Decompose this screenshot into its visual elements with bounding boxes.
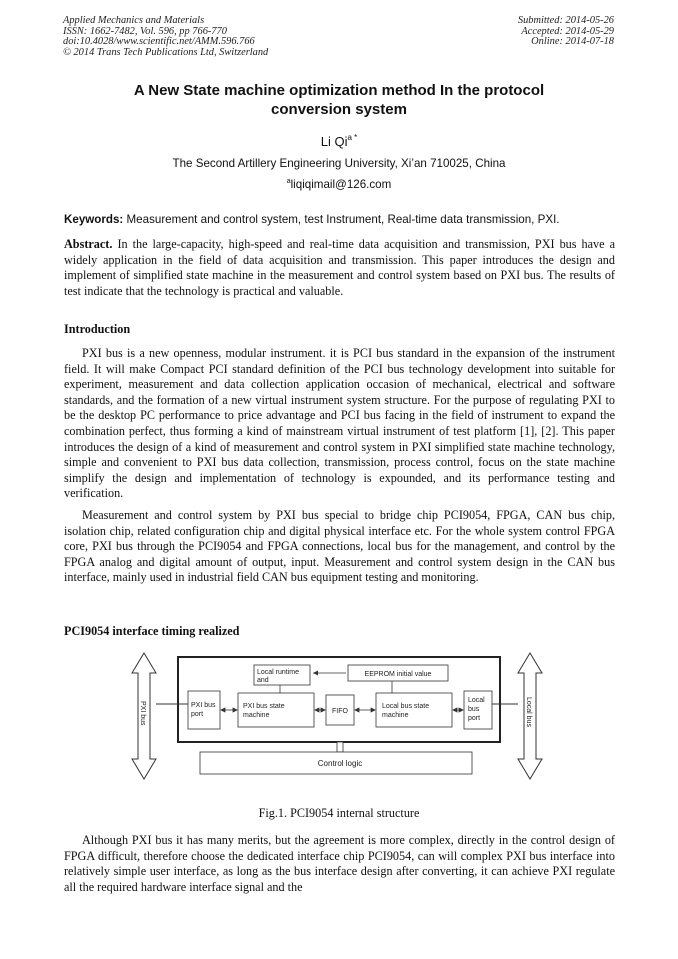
- svg-text:Local: Local: [468, 697, 485, 704]
- pxi-bus-port-box: [188, 691, 220, 729]
- svg-text:FIFO: FIFO: [332, 708, 348, 715]
- svg-text:Local bus state: Local bus state: [382, 703, 430, 710]
- pxi-bus-arrow: [132, 653, 156, 779]
- section-heading-pci9054: PCI9054 interface timing realized: [64, 624, 240, 638]
- svg-text:PXI bus state: PXI bus state: [243, 703, 285, 710]
- svg-text:EEPROM initial value: EEPROM initial value: [364, 671, 432, 678]
- svg-text:machine: machine: [243, 712, 270, 719]
- local-bus-arrow: [518, 653, 542, 779]
- author-name: Li $Qi^{a *}$: [320, 133, 358, 149]
- pxi-state-machine-box: [238, 693, 314, 727]
- submitted-date: Submitted: 2014-05-26: [517, 15, 614, 26]
- online-date: Online: 2014-07-18: [531, 36, 614, 48]
- svg-text:bus: bus: [468, 706, 480, 713]
- accepted-date: Accepted: 2014-05-29: [521, 25, 614, 37]
- keywords: Keywords: Measurement and control system, test Instrument, Real-time data transmission, PXI.: [64, 213, 560, 226]
- journal-header-left: [63, 16, 268, 58]
- affiliation: The Second Artillery Engineering University, Xi’an 710025, China: [172, 157, 506, 170]
- intro-paragraph-2: Measurement and control system by PXI bus special to bridge chip PCI9054, FPGA, CAN bus chip, isolation chip, related configuration chip and digital physical interface etc. For the whole system control FPGA core, PXI bus through the PCI9054 and FPGA connections, local bus for the management, and control by the FPGA analog and digital amount of output, input. Measurement and control system design in the CAN bus interface, mainly used in industrial field CAN bus equipment testing and monitoring.: [64, 508, 615, 585]
- svg-text:and: and: [257, 677, 269, 684]
- local-state-machine-box: [376, 693, 452, 727]
- journal-name: Applied Mechanics and Materials: [63, 15, 205, 26]
- svg-text:port: port: [468, 715, 481, 722]
- figure-caption: Fig.1. PCI9054 internal structure: [258, 806, 420, 820]
- section-heading-introduction: Introduction: [64, 322, 131, 336]
- svg-text:Control logic: Control logic: [317, 759, 363, 768]
- abstract: Abstract. In the large-capacity, high-speed and real-time data acquisition and transmission, PXI bus have a widely application in the field of data acquisition and transmission. This paper introduces the design and implement of simplified state machine in the measurement and control system based on PXI bus. The results of test indicate that the technology is practical and valuable.: [64, 237, 615, 298]
- pci9054-paragraph-1: Although PXI bus it has many merits, but the agreement is more complex, directly in the control design of FPGA difficult, therefore choose the dedicated interface chip PCI9054, can will complex PXI bus interface into relatively simple user interface, as long as the bus interface design after converting, it can achieve PXI regulate all the required hardware interface signal and the: [64, 833, 615, 894]
- svg-text:Local runtime: Local runtime: [257, 669, 300, 676]
- pci9054-structure-diagram: [130, 651, 550, 785]
- intro-paragraph-1: PXI bus is a new openness, modular instrument. it is PCI bus standard in the expansion of the instrument field. It will make Compact PCI standard definition of the PCI bus technology development into suitable for experiment, measurement and data collection application occasion of mechanical, electrical and software standards, and the formation of a new virtual instrument system structure. For the purpose of regulating PXI to be the desktop PC performance to price advantage and PCI bus facing in the field of instrument to expand the combination perfect, thus forming a kind of mainstream virtual instrument of test platform [1], [2]. This paper introduces the design of a kind of measurement and control system in PXI simplified state machine technology, simple and convenient to PXI bus data collection, transmission, process control, focus on the state machine simplify the design and implementation of technology is expounded, and its performance testing and verification.: [64, 346, 615, 501]
- paper-title: A New State machine optimization method In the protocol conversion system: [133, 82, 545, 118]
- journal-header-right: [518, 16, 614, 48]
- doi-line: doi:10.4028/www.scientific.net/AMM.596.766: [63, 36, 255, 48]
- pxi-bus-label: PXI bus: [139, 701, 146, 726]
- svg-text:port: port: [191, 711, 204, 718]
- svg-text:machine: machine: [382, 712, 409, 719]
- issn-line: ISSN: 1662-7482, Vol. 596, pp 766-770: [63, 25, 227, 37]
- copyright-line: © 2014 Trans Tech Publications Ltd, Switzerland: [63, 46, 269, 58]
- local-bus-label: Local bus: [525, 697, 532, 727]
- svg-text:PXI bus: PXI bus: [191, 702, 216, 709]
- author-email: $^a$liqiqimail@126.com: [286, 178, 392, 191]
